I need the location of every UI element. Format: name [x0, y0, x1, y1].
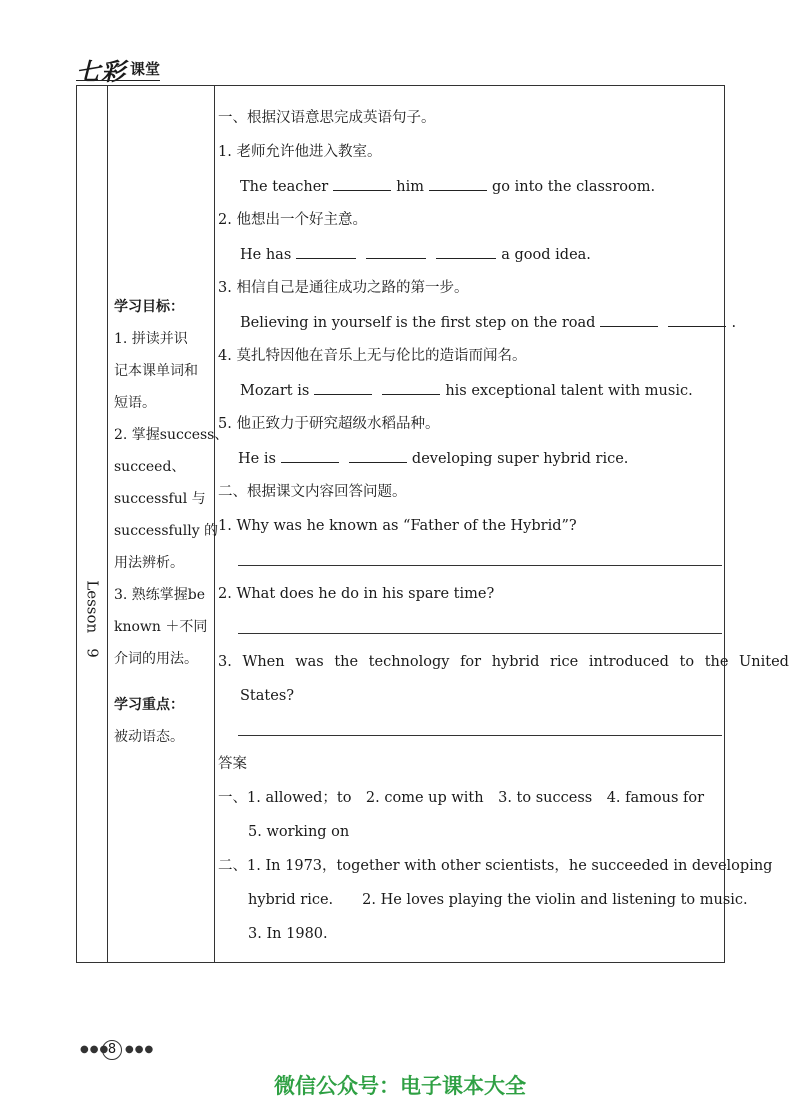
q4-chinese: 4. 莫扎特因他在音乐上无与伦比的造诣而闻名。 — [218, 348, 527, 364]
q1-text: go into the classroom. — [491, 179, 656, 195]
question-2: 2. What does he do in his spare time? — [218, 586, 495, 602]
goals-line: 1. 拼读并识 — [114, 331, 188, 347]
page-number: 8 — [102, 1040, 122, 1060]
q1-english — [240, 176, 655, 197]
q5-english — [238, 448, 628, 469]
q1-text: him — [396, 179, 424, 195]
question-1: 1. Why was he known as “Father of the Hybrid”? — [218, 518, 577, 534]
q1-text: The teacher — [240, 179, 329, 195]
q3-chinese: 3. 相信自己是通往成功之路的第一步。 — [218, 280, 469, 296]
answer-line[interactable] — [238, 633, 722, 634]
answer-line[interactable] — [238, 735, 722, 736]
question-3-cont: States? — [240, 688, 295, 704]
answer-blank[interactable] — [349, 448, 407, 463]
answer-blank[interactable] — [382, 380, 440, 395]
q1-chinese: 1. 老师允许他进入教室。 — [218, 144, 382, 160]
logo-main-text: 七彩 — [76, 57, 126, 86]
answer-blank[interactable] — [333, 176, 391, 191]
q4-text: his exceptional talent with music. — [445, 383, 693, 399]
answer-blank[interactable] — [296, 244, 356, 259]
lesson-column — [77, 86, 108, 962]
footer-watermark: 微信公众号：电子课本大全 — [274, 1074, 526, 1098]
goals-line: successful 与 — [114, 491, 206, 507]
goals-line: 记本课单词和 — [114, 363, 198, 379]
q5-text: He is — [238, 451, 276, 467]
answers-line: 一、1. allowed；to 2. come up with 3. to success 4. famous for — [218, 790, 705, 806]
goals-block — [114, 291, 229, 753]
q5-chinese: 5. 他正致力于研究超级水稻品种。 — [218, 416, 440, 432]
focus-heading: 学习重点： — [114, 697, 184, 713]
logo-sub-text: 课堂 — [130, 60, 161, 78]
answer-blank[interactable] — [436, 244, 496, 259]
answer-blank[interactable] — [600, 312, 658, 327]
answers-line: 二、1. In 1973，together with other scientists，he succeeded in developing — [218, 858, 773, 874]
answer-blank[interactable] — [314, 380, 372, 395]
q5-text: developing super hybrid rice. — [411, 451, 629, 467]
answer-blank[interactable] — [429, 176, 487, 191]
answer-blank[interactable] — [281, 448, 339, 463]
goals-line: 短语。 — [114, 395, 156, 411]
goals-line: 介词的用法。 — [114, 651, 198, 667]
page-number-badge — [80, 1040, 155, 1062]
q2-text: a good idea. — [501, 247, 591, 263]
logo-underline — [76, 80, 160, 81]
goals-line: 2. 掌握success、 — [114, 427, 229, 443]
goals-line: 用法辨析。 — [114, 555, 184, 571]
section2-title: 二、根据课文内容回答问题。 — [218, 484, 407, 500]
answer-line[interactable] — [238, 565, 722, 566]
q2-chinese: 2. 他想出一个好主意。 — [218, 212, 367, 228]
answer-blank[interactable] — [668, 312, 726, 327]
section1-title: 一、根据汉语意思完成英语句子。 — [218, 110, 436, 126]
q3-english — [240, 312, 736, 333]
q2-text: He has — [240, 247, 292, 263]
answers-line: 5. working on — [248, 824, 350, 840]
goals-line: successfully 的 — [114, 523, 219, 539]
dots-decoration: ●●● — [125, 1044, 155, 1055]
goals-column — [108, 86, 229, 962]
answer-blank[interactable] — [366, 244, 426, 259]
q2-english — [240, 244, 591, 265]
q4-english — [240, 380, 693, 401]
dots-decoration: ●●● — [80, 1044, 110, 1055]
lesson-label: Lesson 9 — [83, 580, 102, 658]
goals-line: succeed、 — [114, 459, 186, 475]
answers-line: 3. In 1980. — [248, 926, 328, 942]
focus-text: 被动语态。 — [114, 729, 184, 745]
q3-text: Believing in yourself is the first step on the road — [240, 315, 596, 331]
answers-title: 答案 — [218, 756, 247, 772]
question-3: 3. When was the technology for hybrid rice introduced to the United — [218, 654, 789, 670]
goals-line: 3. 熟练掌握be — [114, 587, 206, 603]
goals-heading: 学习目标： — [114, 299, 184, 315]
goals-line: known ＋不同 — [114, 619, 208, 635]
q4-text: Mozart is — [240, 383, 310, 399]
q3-text: . — [731, 315, 737, 331]
answers-line: hybrid rice. 2. He loves playing the violin and listening to music. — [248, 892, 748, 908]
